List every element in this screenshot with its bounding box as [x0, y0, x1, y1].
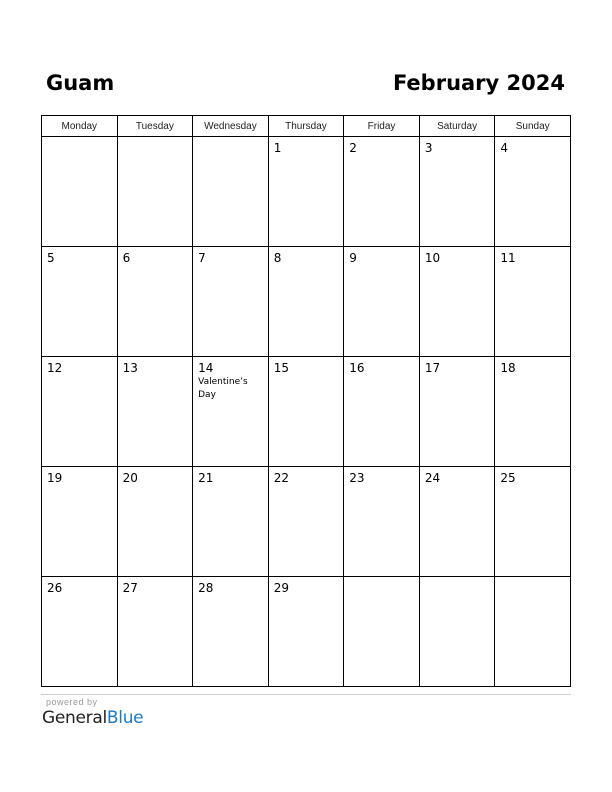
day-number: 6	[122, 251, 131, 265]
day-cell	[42, 357, 118, 467]
day-cell	[419, 577, 495, 687]
weekday-header: Thursday	[268, 116, 344, 137]
day-cell	[495, 247, 571, 357]
day-number: 17	[424, 361, 441, 375]
day-cell	[419, 247, 495, 357]
day-cell	[268, 577, 344, 687]
day-number	[420, 577, 495, 581]
day-number	[118, 137, 193, 141]
day-number: 8	[273, 251, 282, 265]
weekday-header-row	[42, 116, 571, 137]
day-cell	[193, 357, 269, 467]
day-number: 25	[500, 471, 516, 485]
day-cell	[268, 137, 344, 247]
country-title: Guam	[46, 71, 115, 95]
day-cell	[268, 357, 344, 467]
month-title: February 2024	[392, 71, 565, 95]
day-number	[495, 577, 570, 581]
day-number: 26	[47, 581, 63, 595]
day-cell	[42, 247, 118, 357]
day-cell	[419, 137, 495, 247]
day-cell	[42, 137, 118, 247]
day-cell	[117, 577, 193, 687]
week-row	[42, 357, 571, 467]
day-number: 4	[500, 141, 509, 155]
calendar-grid	[41, 115, 571, 687]
day-cell	[344, 137, 420, 247]
day-number: 19	[47, 471, 63, 485]
day-number: 15	[273, 361, 289, 375]
day-number: 3	[424, 141, 433, 155]
day-number: 9	[349, 251, 357, 265]
brand-logo-part2: Blue	[106, 708, 144, 728]
day-cell	[193, 247, 269, 357]
day-number: 2	[349, 141, 357, 155]
day-number	[344, 577, 419, 581]
week-row	[42, 467, 571, 577]
week-row	[42, 137, 571, 247]
day-number: 27	[122, 581, 138, 595]
footer-divider	[41, 694, 571, 695]
brand-logo-part1: General	[42, 708, 107, 728]
week-row	[42, 247, 571, 357]
day-number: 22	[273, 471, 289, 485]
brand-logo	[42, 708, 143, 728]
weekday-header: Wednesday	[193, 116, 269, 137]
day-cell	[419, 357, 495, 467]
day-number: 14	[198, 361, 214, 375]
day-number	[42, 137, 117, 141]
day-cell	[344, 357, 420, 467]
day-cell	[495, 467, 571, 577]
day-number: 23	[349, 471, 365, 485]
day-number: 12	[47, 361, 63, 375]
day-cell	[344, 467, 420, 577]
day-number: 11	[500, 251, 516, 265]
holiday-label: Valentine’s Day	[198, 377, 248, 400]
day-cell	[117, 137, 193, 247]
day-cell	[495, 137, 571, 247]
weekday-header: Friday	[344, 116, 420, 137]
day-number: 5	[47, 251, 55, 265]
powered-by-text: powered by	[46, 697, 98, 707]
day-cell	[117, 357, 193, 467]
weekday-header: Sunday	[495, 116, 571, 137]
day-cell	[419, 467, 495, 577]
day-number: 24	[424, 471, 441, 485]
day-cell	[117, 247, 193, 357]
day-number: 7	[198, 251, 206, 265]
weekday-header: Tuesday	[117, 116, 193, 137]
day-number: 18	[500, 361, 516, 375]
day-cell	[344, 577, 420, 687]
day-cell	[495, 357, 571, 467]
week-row	[42, 577, 571, 687]
day-cell	[268, 247, 344, 357]
day-cell	[42, 577, 118, 687]
day-cell	[495, 577, 571, 687]
day-number: 1	[273, 141, 282, 155]
day-cell	[117, 467, 193, 577]
day-cell	[193, 577, 269, 687]
day-number: 13	[122, 361, 138, 375]
day-cell	[344, 247, 420, 357]
day-cell	[193, 137, 269, 247]
day-cell	[268, 467, 344, 577]
day-cell	[193, 467, 269, 577]
day-number	[193, 137, 268, 141]
weekday-header: Saturday	[419, 116, 495, 137]
day-cell	[42, 467, 118, 577]
day-number: 28	[198, 581, 214, 595]
day-number: 16	[349, 361, 365, 375]
day-number: 20	[122, 471, 138, 485]
day-number: 29	[273, 581, 289, 595]
weekday-header: Monday	[42, 116, 118, 137]
day-number: 10	[424, 251, 441, 265]
day-number: 21	[198, 471, 214, 485]
